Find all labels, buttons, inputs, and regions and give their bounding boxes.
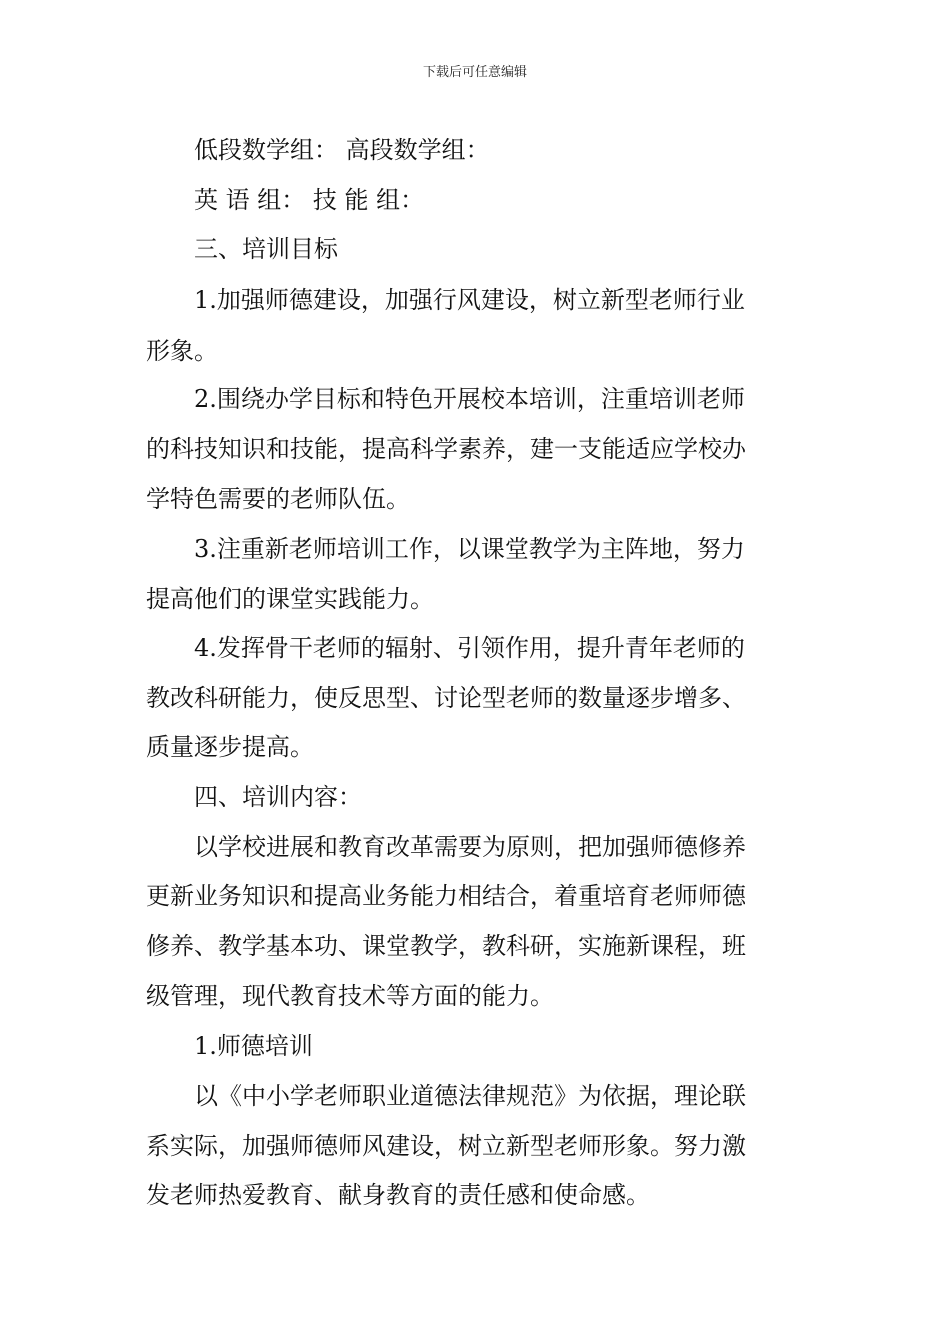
text-line: 更新业务知识和提高业务能力相结合，着重培育老师师德: [146, 882, 746, 910]
text-line: 3.注重新老师培训工作，以课堂教学为主阵地，努力: [194, 535, 745, 563]
text-line: 修养、教学基本功、课堂教学，教科研，实施新课程，班: [146, 932, 746, 960]
text-line: 以学校进展和教育改革需要为原则，把加强师德修养: [194, 833, 746, 861]
text-line: 学特色需要的老师队伍。: [146, 485, 410, 513]
text-line: 级管理，现代教育技术等方面的能力。: [146, 982, 554, 1010]
text-line: 的科技知识和技能，提高科学素养，建一支能适应学校办: [146, 435, 746, 463]
section-heading: 四、培训内容：: [194, 783, 362, 811]
text-line: 形象。: [146, 337, 218, 365]
text-line: 以《中小学老师职业道德法律规范》为依据，理论联: [194, 1082, 746, 1110]
subsection-heading: 1.师德培训: [194, 1032, 313, 1060]
page-header-note: 下载后可任意编辑: [422, 65, 527, 80]
text-line: 发老师热爱教育、献身教育的责任感和使命感。: [146, 1181, 650, 1209]
text-line: 系实际，加强师德师风建设，树立新型老师形象。努力激: [146, 1132, 746, 1160]
text-line: 1.加强师德建设，加强行风建设，树立新型老师行业: [194, 286, 745, 314]
text-line: 提高他们的课堂实践能力。: [146, 585, 434, 613]
text-line: 2.围绕办学目标和特色开展校本培训，注重培训老师: [194, 385, 745, 413]
text-line: 教改科研能力，使反思型、讨论型老师的数量逐步增多、: [146, 684, 746, 712]
text-line: 英 语 组： 技 能 组：: [194, 186, 425, 214]
text-line: 低段数学组： 高段数学组：: [194, 136, 490, 164]
text-line: 质量逐步提高。: [146, 733, 314, 761]
section-heading: 三、培训目标: [194, 235, 338, 263]
text-line: 4.发挥骨干老师的辐射、引领作用，提升青年老师的: [194, 634, 745, 662]
